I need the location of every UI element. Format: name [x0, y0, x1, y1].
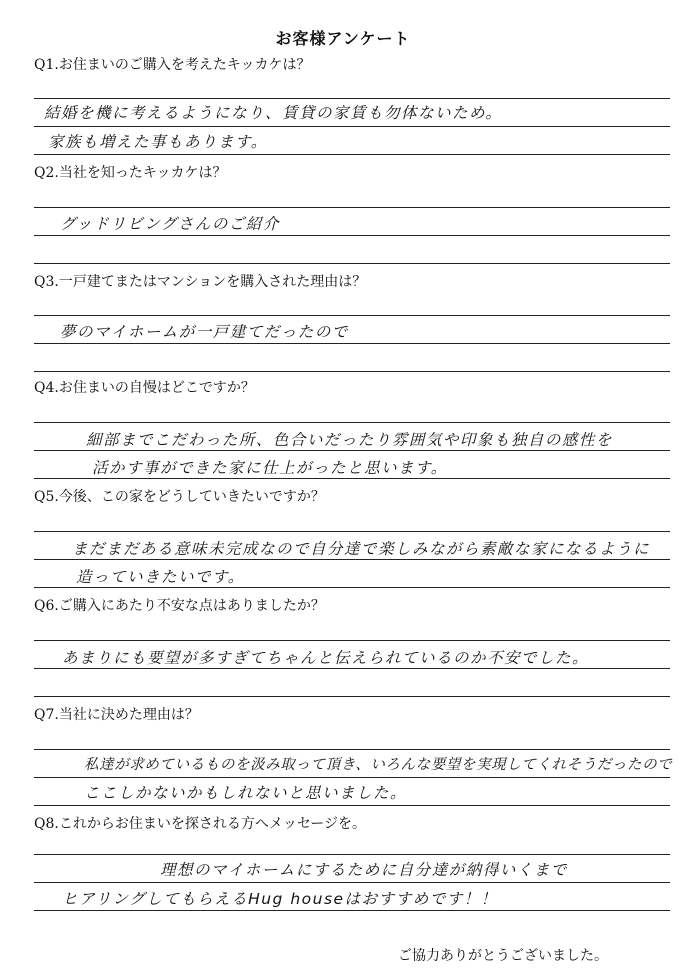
answer-4-line-1: 細部までこだわった所、色合いだったり雰囲気や印象も独自の感性を: [86, 431, 613, 449]
answer-line: [34, 882, 670, 883]
answer-line: [34, 640, 670, 641]
answer-line: [34, 235, 670, 236]
answer-line: [34, 263, 670, 264]
answer-line: [34, 450, 670, 451]
answer-5-line-2: 造っていきたいです。: [76, 568, 245, 586]
answer-6-line-1: あまりにも要望が多すぎてちゃんと伝えられているのか不安でした。: [62, 649, 590, 667]
question-3: Q3.一戸建てまたはマンションを購入された理由は？: [34, 274, 367, 290]
closing-thanks: ご協力ありがとうございました。: [398, 948, 608, 964]
answer-7-line-2: ここしかないかもしれないと思いました。: [84, 784, 408, 802]
answer-line: [34, 910, 670, 911]
answer-line: [34, 668, 670, 669]
answer-line: [34, 531, 670, 532]
question-5: Q5.今後、この家をどうしていきたいですか？: [34, 489, 325, 505]
answer-line: [34, 478, 670, 479]
question-4: Q4.お住まいの自慢はどこですか？: [34, 380, 255, 396]
answer-5-line-1: まだまだある意味未完成なので自分達で楽しみながら素敵な家になるように: [72, 540, 651, 558]
answer-4-line-2: 活かす事ができた家に仕上がったと思います。: [92, 459, 448, 477]
answer-line: [34, 749, 670, 750]
answer-line: [34, 854, 670, 855]
answer-line: [34, 777, 670, 778]
answer-line: [34, 805, 670, 806]
answer-line: [34, 154, 670, 155]
answer-line: [34, 343, 670, 344]
answer-line: [34, 587, 670, 588]
answer-2-line-1: グッドリビングさんのご紹介: [60, 215, 280, 233]
answer-1-line-2: 家族も増えた事もあります。: [48, 133, 268, 151]
answer-line: [34, 696, 670, 697]
answer-line: [34, 559, 670, 560]
question-2: Q2.当社を知ったキッカケは？: [34, 165, 227, 181]
question-7: Q7.当社に決めた理由は？: [34, 707, 199, 723]
answer-line: [34, 371, 670, 372]
question-8: Q8.これからお住まいを探される方へメッセージを。: [34, 816, 366, 832]
answer-3-line-1: 夢のマイホームが一戸建てだったので: [60, 323, 349, 341]
answer-8-line-1: 理想のマイホームにするために自分達が納得いくまで: [160, 861, 568, 879]
question-1: Q1.お住まいのご購入を考えたキッカケは？: [34, 57, 311, 73]
answer-line: [34, 422, 670, 423]
answer-1-line-1: 結婚を機に考えるようになり、賃貸の家賃も勿体ないため。: [44, 104, 503, 122]
page-title: お客様アンケート: [275, 29, 411, 48]
answer-line: [34, 315, 670, 316]
answer-8-line-2: ヒアリングしてもらえるHug houseはおすすめです！！: [62, 890, 498, 908]
answer-line: [34, 98, 670, 99]
answer-7-line-1: 私達が求めているものを汲み取って頂き、いろんな要望を実現してくれそうだったので: [84, 757, 673, 773]
answer-line: [34, 126, 670, 127]
answer-line: [34, 207, 670, 208]
question-6: Q6.ご購入にあたり不安な点はありましたか？: [34, 598, 325, 614]
